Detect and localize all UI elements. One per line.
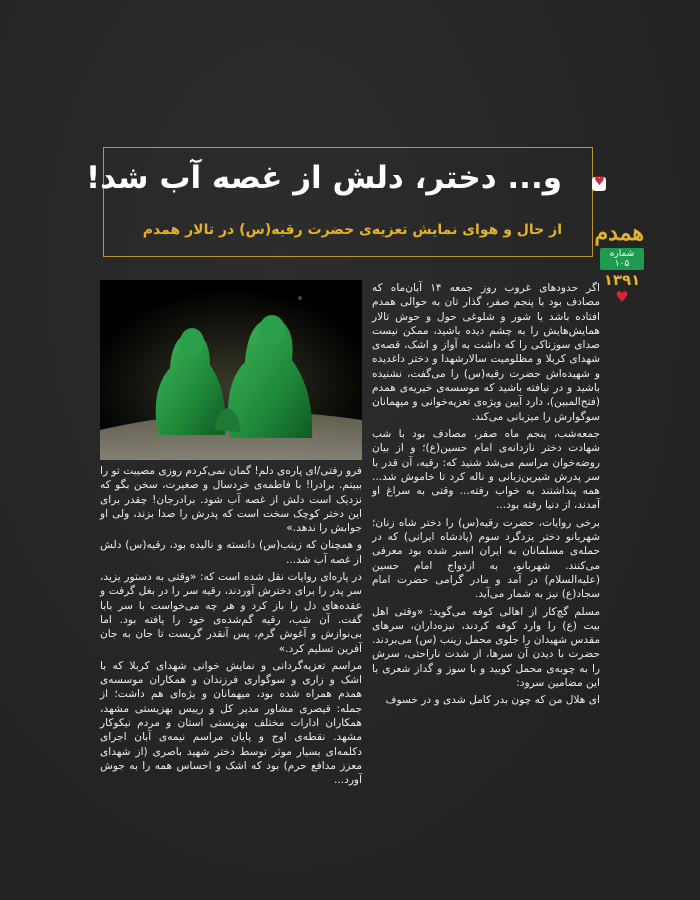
paragraph: مسلم گچ‌کار از اهالی کوفه می‌گوید: «وقتی اهل بیت (ع) را وارد کوفه کردند، نیزه‌داران، سرهای مقدس شهیدان را جلوی محمل زینب (س) می‌بردند. حضرت با دیدن آن سرها، از شدت ناراحتی، سرش را به چوبه‌ی محمل کوبید و با سوز و گداز شعری با این مضامین سرود:	[372, 605, 600, 690]
logo-year: ۱۳۹۱	[603, 271, 641, 289]
paragraph: و همچنان که زینب(س) دانسته و نالیده بود، رقیه(س) دلش از غصه آب شد...	[100, 539, 362, 566]
paragraph: اگر حدودهای غروب روز جمعه ۱۴ آبان‌ماه که مصادف بود با پنجم صفر، گذار تان به حوالی همدم افتاده باشد یا شور و شلوغی حول و حوش تالار همایش‌هایش را به چشم دیده باشید، ممکن نیست صدای سوزناکی را که داشت به آواز و اشک، قصه‌ی شهدای کربلا و مظلومیت سالارشهدا و دختر داغدیده و شهیده‌اش حضرت رقیه(س) را می‌گفت، نشنیده باشید و در نیافته باشید که موسسه‌ی خیریه‌ی همدم (فتح‌المبین)، دارد آیین ویژه‌ی تعزیه‌خوانی و میهمانان سوگوارش را میزبانی می‌کند.	[372, 282, 600, 423]
heart-icon	[592, 177, 606, 191]
issue-badge: شماره ۱۰۵	[600, 248, 644, 270]
logo-heart-icon: ♥	[615, 288, 629, 306]
magazine-logo	[594, 220, 644, 310]
article-column-right	[372, 281, 600, 711]
paragraph: در پاره‌ای روایات نقل شده است که: «وقتی به دستور یزید، سر پدر را برای دخترش آوردند، رقیه سر را در بغل گرفت و عقده‌های دل را باز کرد و هر چه می‌خواست با سر بابا گفت. آن شب، رقیه گم‌شده‌ی خود را یافته بود. اما بی‌نوازش و آغوش گرم، پس آنقدر گریست تا جان به جان آفرین تسلیم کرد.»	[100, 571, 362, 655]
paragraph: فرو رفتی/ای پاره‌ی دلم! گمان نمی‌کردم روزی مصیبت تو را ببینم. برادرا! با فاطمه‌ی خردسال و صغیرت، سخن بگو که نزدیک است دلش از غصه آب شود. برادرجان! چقدر برای این دختر کوچک سخت است که پدرش را صدا بزند، ولی او جوابش را ندهد.»	[100, 465, 362, 535]
article-column-left	[100, 464, 362, 791]
paragraph: برخی روایات، حضرت رقیه(س) را دختر شاه زنان؛ شهربانو دختر یزدگرد سوم (پادشاه ایرانی) که در حمله‌ی مسلمانان به ایران اسیر شده بود معرفی می‌کنند. شهربانو، به ازدواج امام حسین (علیه‌السلام) در آمد و مادر گرامی حضرت امام سجاد(ع) نیز به شمار می‌آید.	[372, 516, 600, 601]
paragraph: ای هلال من که چون بدر کامل شدی و در خسوف	[385, 694, 600, 707]
page-subtitle: از حال و هوای نمایش تعزیه‌ی حضرت رقیه(س) در تالار همدم	[142, 222, 562, 238]
title-box	[86, 147, 593, 257]
paragraph: جمعه‌شب، پنجم ماه صفر، مصادف بود با شب شهادت دختر نازدانه‌ی امام حسین(ع)؛ و از بیان روضه‌خوان مراسم می‌شد شنید که: رقیه، آن قدر با سر پدرش شیرین‌زبانی و ناله کرد تا خاموش شد... همه پنداشتند به خواب رفته... وقتی به سراغ او آمدند، از دنیا رفته بود...	[372, 427, 600, 512]
article-photo	[100, 280, 362, 460]
page-title: و... دختر، دلش از غصه آب شد!	[86, 160, 562, 196]
paragraph: مراسم تعزیه‌گردانی و نمایش خوانی شهدای کربلا که با اشک و زاری و سوگواری فرزندان و همکاران موسسه‌ی همدم همراه شده بود، میهمانان و یژه‌ای هم داشت؛ از جمله: قیصری مشاور مدیر کل و رییس بهزیستی مشهد، همکاران ادارات مختلف بهزیستی استان و مردم نیکوکار مشهد. نقطه‌ی اوج و پایان مراسم نیمه‌ی آبان اجرای دکلمه‌ای بسیار موثر توسط دختر شهید باصری (از شهدای معزز مدافع حرم) بود که اشک و احساس همه را به جوش آورد...	[100, 659, 362, 787]
logo-name: همدم	[594, 220, 644, 246]
